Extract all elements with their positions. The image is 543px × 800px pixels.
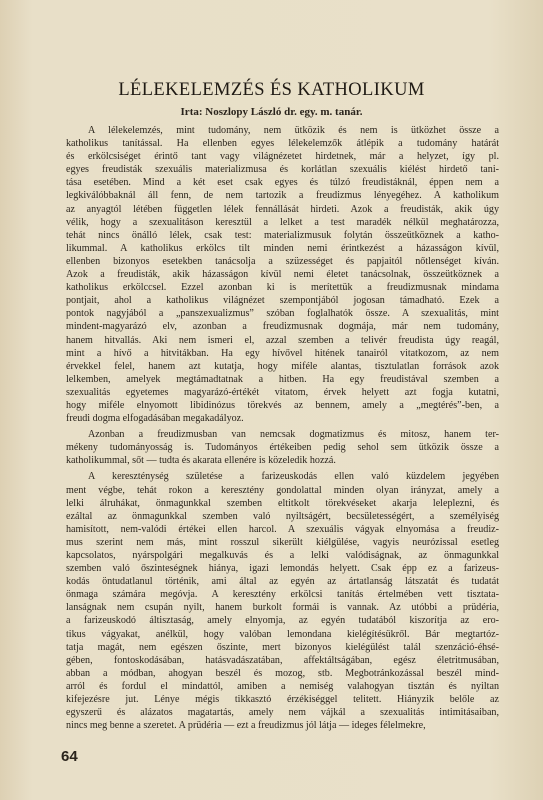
text-line: ellenben bizonyos esetekben tanácsolja a szüzességet és papjaitól nőtlenséget kíván. bbox=[66, 255, 499, 267]
paragraph bbox=[66, 124, 499, 425]
page-number: 64 bbox=[61, 748, 78, 765]
text-line: arról és fordul el mindattól, amiben a nemiség valahogyan tisztán és nyiltan bbox=[66, 680, 499, 692]
text-line: A lélekelemzés, mint tudomány, nem ütközik és nem is ütközhet össze a bbox=[88, 125, 499, 136]
text-line: lanságnak nem csupán nyilt, hanem burkolt formái is vannak. Az utóbbi a prüdéria, bbox=[66, 602, 499, 614]
text-line: mus szerint nem más, mint rosszul sikerült kiélgülése, vagyis neurózissal esetleg bbox=[66, 536, 499, 548]
text-line: legkiválóbbaknál áll fenn, de nem tartozik a freudizmus lényegéhez. A katholikum bbox=[66, 190, 499, 202]
text-line: az anyagtól létében független lélek fennállását hirdeti. Azok a freudisták, akik úgy bbox=[66, 203, 499, 215]
text-line: mékeny tudományosság is. Tudományos értékeiben pedig sehol sem ütközik össze a bbox=[66, 442, 499, 454]
text-line: tikus vágyakat, anélkül, hogy valóban lemondana kielégítésükről. Bár megtartóz- bbox=[66, 628, 499, 640]
text-line: abban a módban, ahogyan beszél és mozog, stb. Megbotránkozással beszél mind- bbox=[66, 667, 499, 679]
text-line: kapcsolatos, nyárspolgári megalkuvás és a lelki valódiságnak, az önmagunkkal bbox=[66, 550, 499, 561]
article-body bbox=[66, 124, 499, 732]
text-line: szemben való őszinteségnek hiánya, igazi lemondás helyett. Csak épp ez a farizeus- bbox=[66, 563, 499, 575]
text-line: tehát nincs önálló lélek, csak test: materializmusuk folytán összeütköznek a katho- bbox=[66, 229, 499, 241]
text-line: mint a hívő a hitvitákban. Ha egy hívővel hitének tanairól vitatkozom, az nem bbox=[66, 347, 499, 359]
text-line: szexualitás egyetemes magyarázó-értékét vitatom, érvek helyett azt fogja kutatni, bbox=[66, 386, 499, 398]
text-line: hanem hitvallás. Aki nem ismeri el, azzal szemben a telivér freudista úgy reagál, bbox=[66, 334, 499, 346]
text-line: mindent-magyarázó elv, azonban a freudizmusnak dogmája, már nem tudomány, bbox=[66, 321, 499, 333]
text-line: katholikus tanítással. Ha ellenben egyes lélekelemzők átlépik a tudomány határát bbox=[66, 138, 499, 150]
text-line: érvekkel felel, hanem azt kutatja, hogy miféle alantas, tisztulatlan források azok bbox=[66, 360, 499, 372]
text-line: lelki álruhákat, önmagunkkal szemben eltitkolt törekvéseket akarja leleplezni, és bbox=[66, 497, 499, 509]
text-line: hamisított, nem-valódi értékei ellen harcol. A szexuális vágyak elnyomása a freudiz- bbox=[66, 523, 499, 535]
paragraph bbox=[66, 470, 499, 732]
text-line: tatja magát, nem egészen őszinte, mert bizonyos kielégülést talál szenzáció-éhsé- bbox=[66, 641, 499, 653]
text-line: pontjait, ahol a katholikus világnézet szempontjából jogosan támadható. Ezek a bbox=[66, 295, 499, 307]
text-line: Azok a freudisták, akik házasságon kívül nemi életet tanácsolnak, összeütköznek a bbox=[66, 269, 499, 281]
text-line: vélik, hogy a szexualitáson keresztül a lelket a test maradék nélkül meghatározza, bbox=[66, 216, 499, 228]
text-line: egyes freudisták szexuális materializmusa és korlátlan szexuális kiélést hirdető tani- bbox=[66, 164, 499, 176]
text-line: és erkölcsiséget érintő tant vagy világnézetet hirdetnek, már a helyzet, így pl. bbox=[66, 151, 499, 163]
text-line: gében, fontoskodásában, hatásvadászatában, affektáltságában, egész életritmusában, bbox=[66, 654, 499, 666]
text-line: katholikummal, sőt — tudta és akarata ellenére is közeledik hozzá. bbox=[66, 455, 336, 467]
text-line: Azonban a freudizmusban van nemcsak dogmatizmus és mitosz, hanem ter- bbox=[88, 429, 499, 441]
article-title: LÉLEKELEMZÉS ÉS KATHOLIKUM bbox=[118, 80, 425, 100]
text-line: tása esetében. Mind a két eset csak egyes és túlzó freudistáknál, éppen nem a bbox=[66, 177, 499, 189]
paragraph bbox=[66, 428, 499, 467]
text-line: nincs meg benne a szeretet. A prüdéria — ezt a freudizmus jól látja — ideges félelmekre, bbox=[66, 720, 426, 732]
text-line: önmaga számára megóvja. A keresztény erkölcsi tanítás értelmében vett tisztata- bbox=[66, 589, 499, 601]
text-line: pontok nagyjából a „panszexualizmus” szóban foglalhatók össze. A szexualitás, mint bbox=[66, 308, 499, 320]
text-line: kodás öntudatlanul történik, ami által az egyén az ártatlanság látszatát és tudatát bbox=[66, 576, 499, 588]
text-line: katholikus erkölccsel. Ezzel azonban ki is merítettük a freudizmusnak mindama bbox=[66, 282, 499, 294]
text-line: likummal. A katholikus erkölcs tilt minden nemi érintkezést a házasságon kívül, bbox=[66, 242, 499, 254]
text-line: lelkemben, amelyek megtámadtatnak a hitben. Ha egy freudistával szemben a bbox=[66, 373, 499, 385]
text-line: a farizeuskodó áltisztaság, amely elnyomja, az egyén tudatából kiszorítja az ero- bbox=[66, 615, 499, 627]
text-line: kifejezésre jut. Lénye mégis tikkasztó érzékiséggel telitett. Hiányzik belőle az bbox=[66, 694, 499, 706]
text-line: freudi dogma elfogadásában megakadályoz. bbox=[66, 413, 244, 425]
text-line: hogy miféle elnyomott libidinózus törekvés az bennem, amely a „megtérés”-ben, a bbox=[66, 399, 499, 411]
text-line: A kereszténység születése a farizeuskodás ellen való küzdelem jegyében bbox=[88, 471, 499, 483]
article-byline: Irta: Noszlopy László dr. egy. m. tanár. bbox=[180, 106, 363, 118]
text-line: ezáltal az önmagunkkal szemben való nyiltságért, becsületességért, a személyiség bbox=[66, 510, 499, 522]
text-line: egyszerű és alázatos magatartás, amely nem vájkál a szexualitás intimitásaiban, bbox=[66, 707, 499, 719]
text-line: ment végbe, tehát rokon a keresztény gondolattal minden olyan irányzat, amely a bbox=[66, 484, 499, 496]
